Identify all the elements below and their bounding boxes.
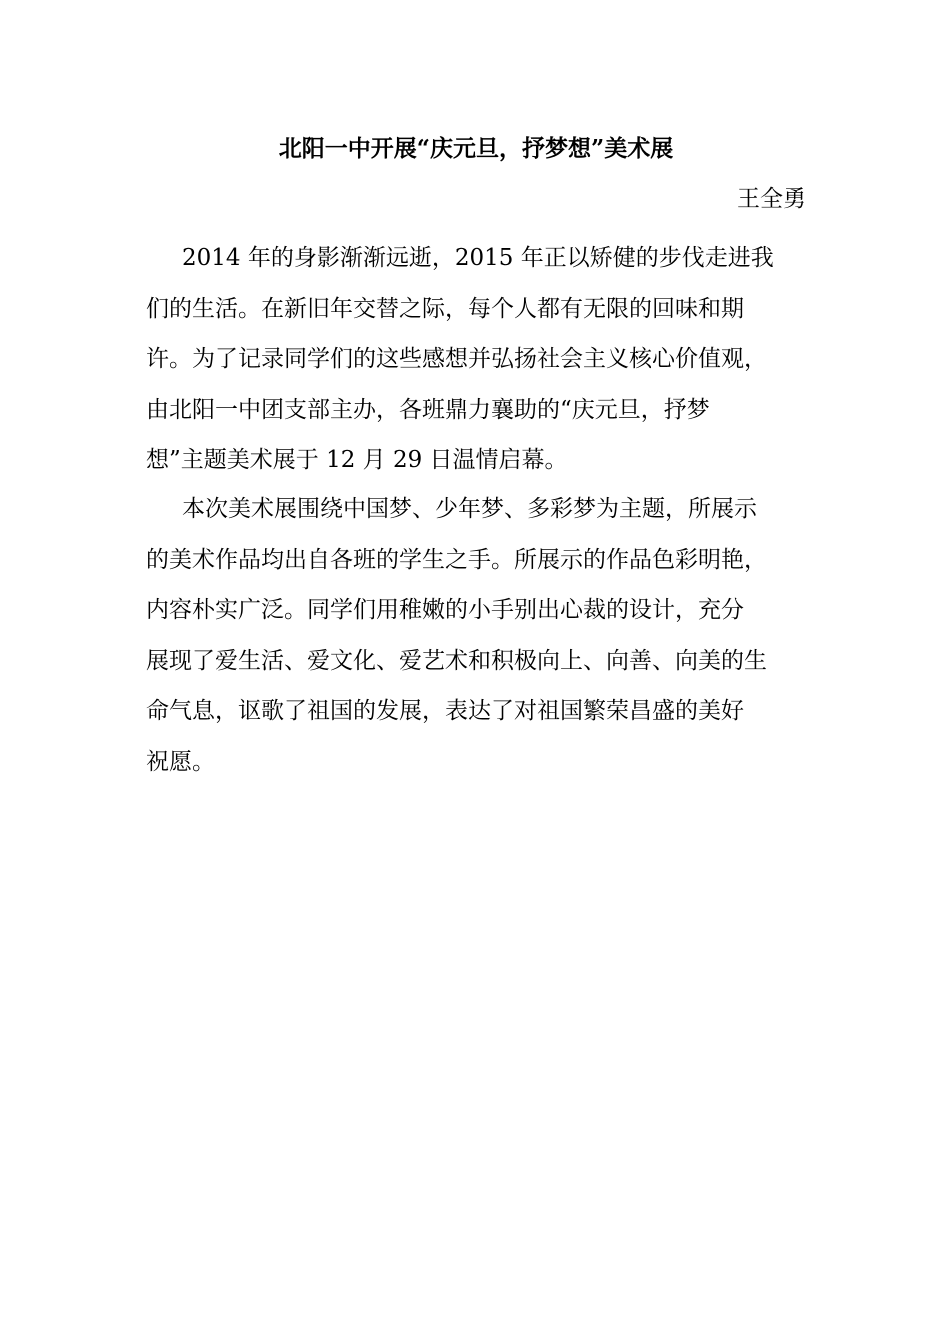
author-name: 王全勇	[737, 186, 806, 212]
document-title: 北阳一中开展“庆元旦，抒梦想”美术展	[278, 135, 674, 162]
paragraph-line: 的美术作品均出自各班的学生之手。所展示的作品色彩明艳，	[146, 546, 767, 573]
paragraph-line: 们的生活。在新旧年交替之际，每个人都有无限的回味和期	[146, 295, 744, 322]
paragraph-line: 许。为了记录同学们的这些感想并弘扬社会主义核心价值观，	[146, 346, 767, 372]
paragraph-1	[146, 233, 806, 486]
paragraph-line: 由北阳一中团支部主办，各班鼎力襄助的“庆元旦，抒梦	[146, 396, 710, 423]
paragraph-2	[146, 484, 806, 787]
paragraph-line: 本次美术展围绕中国梦、少年梦、多彩梦为主题，所展示	[182, 496, 757, 522]
paragraph-line: 想”主题美术展于 12 月 29 日温情启幕。	[146, 447, 568, 473]
paragraph-line: 内容朴实广泛。同学们用稚嫩的小手别出心裁的设计，充分	[146, 597, 744, 623]
paragraph-line: 展现了爱生活、爱文化、爱艺术和积极向上、向善、向美的生	[146, 647, 767, 674]
paragraph-line: 2014 年的身影渐渐远逝，2015 年正以矫健的步伐走进我	[182, 245, 774, 271]
paragraph-line: 命气息，讴歌了祖国的发展，表达了对祖国繁荣昌盛的美好	[146, 698, 744, 724]
paragraph-line: 祝愿。	[146, 748, 215, 775]
